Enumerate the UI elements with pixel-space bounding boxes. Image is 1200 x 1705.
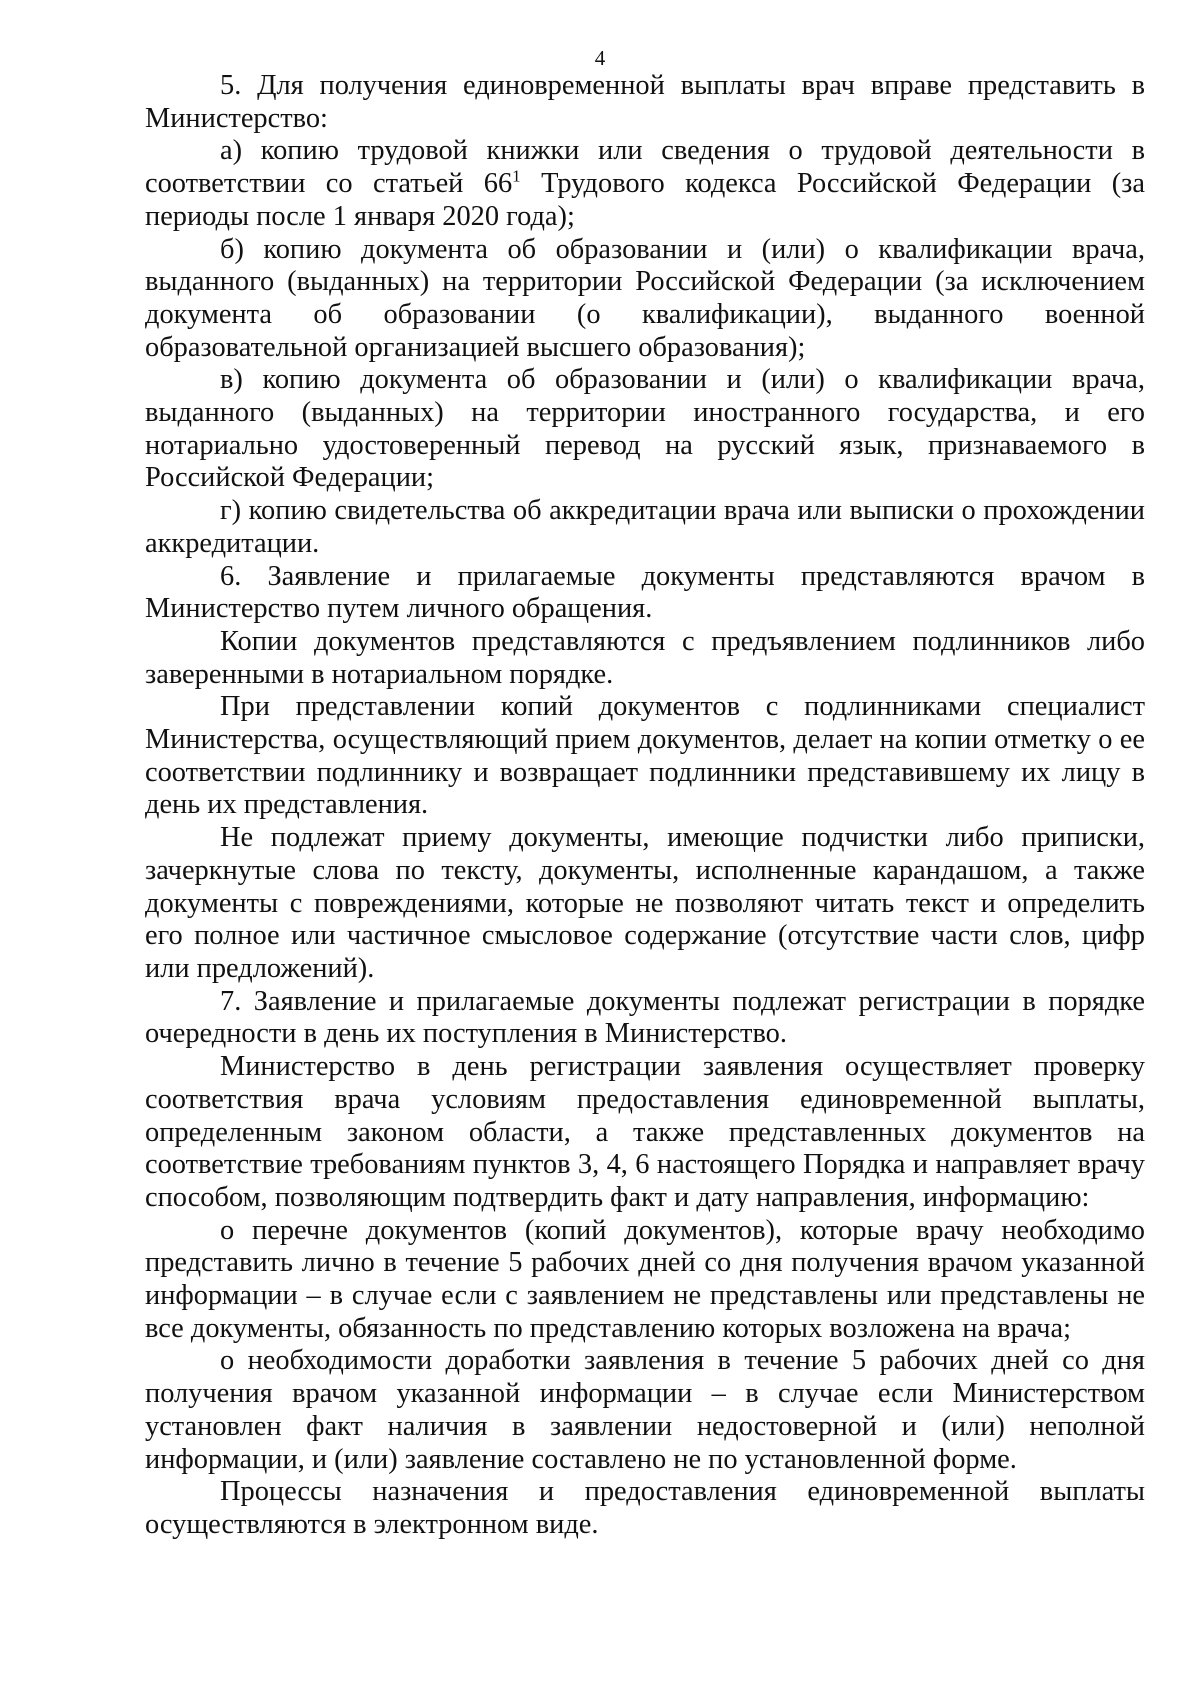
paragraph-6-rejection: Не подлежат приему документы, имеющие подчистки либо приписки, зачеркнутые слова по тексту, документы, исполненные карандашом, а также документы с повреждениями, которые не позволяют читать текст и определить его полное или частичное смысловое содержание (отсутствие части слов, цифр или предложений). xyxy=(145,822,1145,984)
paragraph-5b: б) копию документа об образовании и (или) о квалификации врача, выданного (выданных) на территории Российской Федерации (за исключением документа об образовании (о квалификации), выданного военной образовательной организацией высшего образования); xyxy=(145,233,1145,363)
paragraph-7: 7. Заявление и прилагаемые документы подлежат регистрации в порядке очередности в день их поступления в Министерство. xyxy=(145,985,1145,1050)
paragraph-5a-text-after: Трудового кодекса Российской Федерации (за периоды после 1 января 2020 года); xyxy=(145,168,1145,232)
paragraph-5g: г) копию свидетельства об аккредитации врача или выписки о прохождении аккредитации. xyxy=(145,495,1145,559)
paragraph-5a xyxy=(145,135,1145,233)
paragraph-5a-text-before: а) копию трудовой книжки или сведения о трудовой деятельности в соответствии со статьей 66 xyxy=(145,135,1145,200)
paragraph-7-missing-docs: о перечне документов (копий документов), которые врачу необходимо представить лично в течение 5 рабочих дней со дня получения врачом указанной информации – в случае если с заявлением не представлены или представлены не все документы, обязанность по представлению которых возложена на врача; xyxy=(145,1214,1145,1344)
paragraph-7-revision: о необходимости доработки заявления в течение 5 рабочих дней со дня получения врачом указанной информации – в случае если Министерством установлен факт наличия в заявлении недостоверной и (или) неполной информации, и (или) заявление составлено не по установленной форме. xyxy=(145,1345,1145,1475)
paragraph-5v: в) копию документа об образовании и (или) о квалификации врача, выданного (выданных) на территории иностранного государства, и его нотариально удостоверенный перевод на русский язык, признаваемого в Российской Федерации; xyxy=(145,364,1145,494)
paragraph-6: 6. Заявление и прилагаемые документы представляются врачом в Министерство путем личного обращения. xyxy=(145,560,1145,625)
paragraph-6-copies: Копии документов представляются с предъявлением подлинников либо заверенными в нотариальном порядке. xyxy=(145,625,1145,690)
article-superscript: 1 xyxy=(512,166,521,186)
paragraph-6-originals: При представлении копий документов с подлинниками специалист Министерства, осуществляющий прием документов, делает на копии отметку о ее соответствии подлиннику и возвращает подлинники представившему их лицу в день их представления. xyxy=(145,691,1145,821)
paragraph-7-verification: Министерство в день регистрации заявления осуществляет проверку соответствия врача условиям предоставления единовременной выплаты, определенным законом области, а также представленных документов на соответствие требованиям пунктов 3, 4, 6 настоящего Порядка и направляет врачу способом, позволяющим подтвердить факт и дату направления, информацию: xyxy=(145,1051,1145,1213)
page-number: 4 xyxy=(594,46,606,70)
paragraph-5: 5. Для получения единовременной выплаты врач вправе представить в Министерство: xyxy=(145,70,1145,134)
paragraph-7-electronic: Процессы назначения и предоставления единовременной выплаты осуществляются в электронном виде. xyxy=(145,1476,1145,1540)
document-body xyxy=(145,70,1145,1542)
